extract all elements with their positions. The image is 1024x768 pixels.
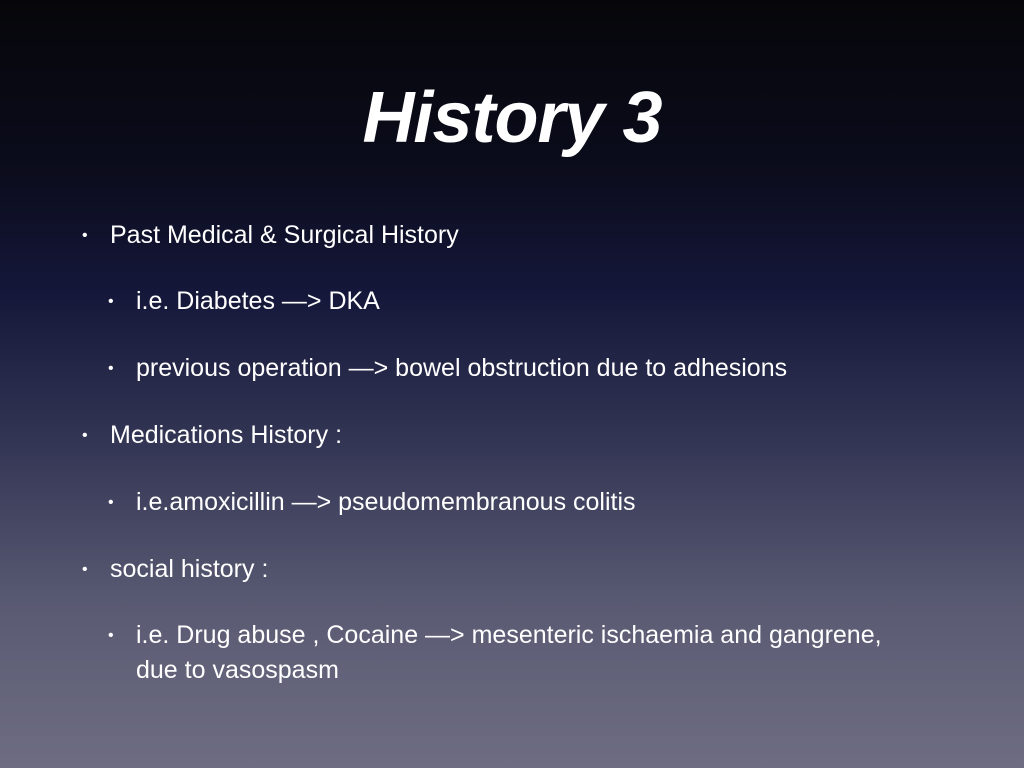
bullet-text: Past Medical & Surgical History <box>110 221 459 249</box>
bullet-icon: • <box>108 627 114 644</box>
bullet-icon: • <box>82 561 88 578</box>
bullet-text: Medications History : <box>110 421 343 449</box>
bullet-icon: • <box>108 293 114 310</box>
sub-bullet-text: previous operation —> bowel obstruction due to adhesions <box>136 354 788 382</box>
bullet-icon: • <box>108 494 114 511</box>
bullet-icon: • <box>108 360 114 377</box>
slide-title: History 3 <box>362 78 662 158</box>
bullet-icon: • <box>82 227 88 244</box>
sub-bullet-text: i.e. Drug abuse , Cocaine —> mesenteric ischaemia and gangrene, due to vasospasm <box>136 621 882 684</box>
sub-bullet-text: i.e. Diabetes —> DKA <box>136 287 380 315</box>
sub-bullet-text: i.e.amoxicillin —> pseudomembranous colitis <box>136 488 636 516</box>
bullet-text: social history : <box>110 555 269 583</box>
bullet-icon: • <box>82 427 88 444</box>
